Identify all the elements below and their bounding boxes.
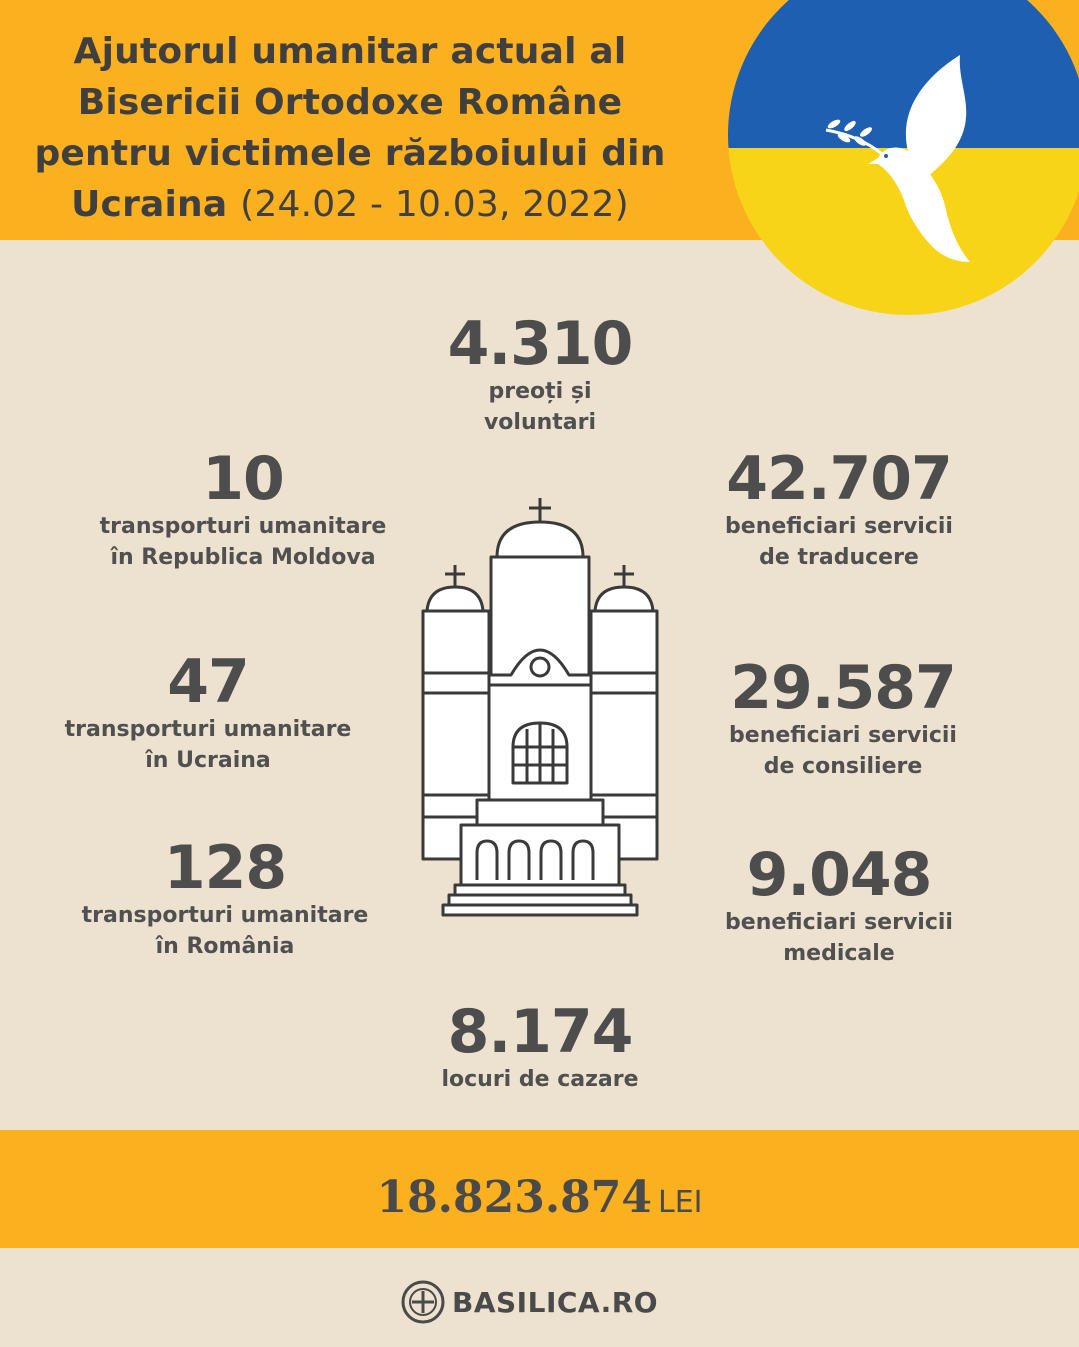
stat-label: transporturi umanitare în Republica Moldova (99, 514, 387, 570)
page-title (20, 26, 680, 230)
stat-moldova-transports (70, 444, 416, 573)
stat-value: 47 (167, 647, 249, 717)
stat-translation-beneficiaries (696, 444, 982, 573)
total-currency: LEI (658, 1185, 703, 1220)
stat-label: preoți și voluntari (483, 379, 597, 435)
stat-value: 128 (163, 833, 287, 903)
stat-ukraine-transports (40, 647, 376, 776)
stat-value: 8.174 (447, 997, 633, 1067)
stat-label: beneficiari servicii de consiliere (729, 723, 957, 779)
stat-value: 4.310 (447, 309, 633, 379)
stat-value: 42.707 (726, 444, 952, 514)
stat-housing-places (380, 997, 700, 1095)
footer-brand[interactable] (400, 1278, 658, 1326)
stat-value: 9.048 (746, 840, 932, 910)
stat-value: 29.587 (730, 653, 956, 723)
total-value: 18.823.874 (376, 1172, 653, 1223)
brand-name: BASILICA.RO (452, 1285, 659, 1319)
title-dates: (24.02 - 10.03, 2022) (240, 184, 629, 225)
title-text: Ajutorul umanitar actual al Bisericii Ortodoxe Române pentru victimele războiului din Ucraina (34, 31, 666, 225)
stat-label: transporturi umanitare în Ucraina (64, 717, 352, 773)
basilica-logo-icon (400, 1279, 446, 1325)
peace-dove-icon (820, 40, 990, 270)
stat-label: locuri de cazare (441, 1067, 639, 1092)
ukraine-flag-circle (728, 0, 1079, 315)
stat-counseling-beneficiaries (700, 653, 986, 782)
stat-label: transporturi umanitare în România (81, 903, 369, 959)
church-icon (417, 495, 667, 920)
stat-label: beneficiari servicii medicale (725, 910, 953, 966)
stat-romania-transports (55, 833, 395, 962)
total-amount (0, 1172, 1079, 1229)
stat-medical-beneficiaries (696, 840, 982, 969)
stat-volunteers (390, 309, 690, 438)
stat-value: 10 (202, 444, 284, 514)
stat-label: beneficiari servicii de traducere (725, 514, 953, 570)
